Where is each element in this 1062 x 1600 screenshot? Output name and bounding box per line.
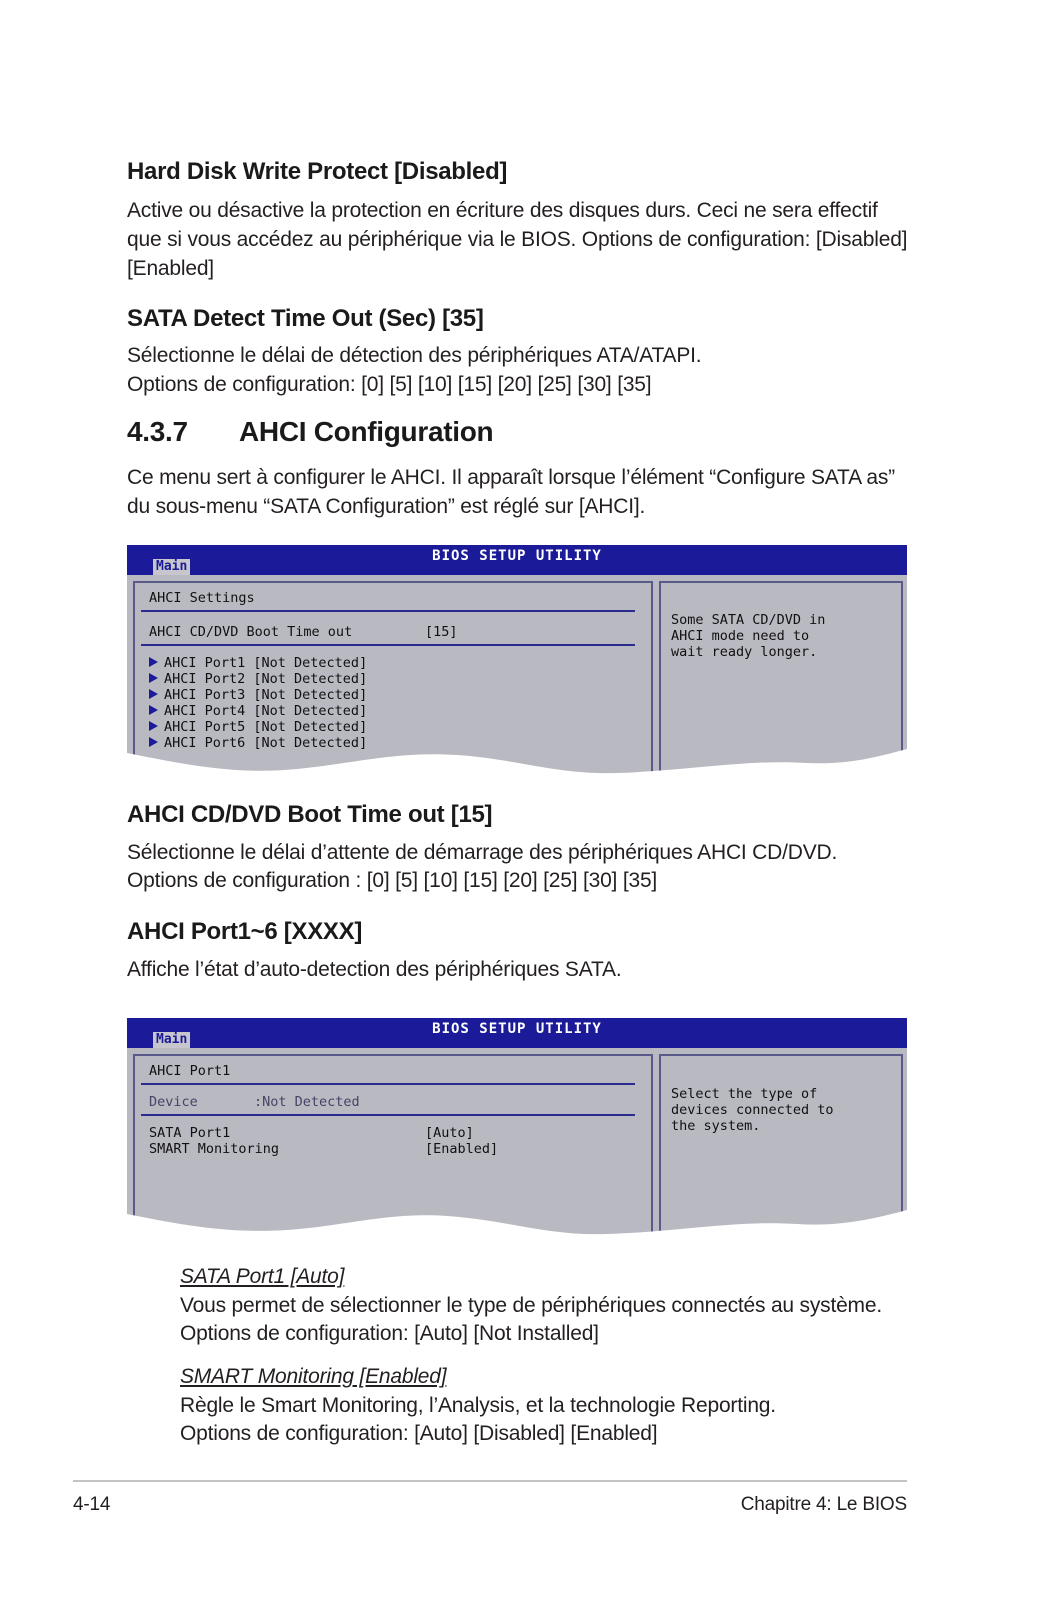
bios-row-value: [Auto] (425, 1125, 474, 1141)
bios-separator (141, 644, 635, 646)
sata-port1-line-2: Options de configuration: [Auto] [Not Installed] (180, 1322, 599, 1345)
bios-separator (141, 1083, 635, 1085)
section-title: AHCI Configuration (239, 416, 494, 447)
torn-edge (127, 1208, 907, 1248)
bios-tab-main: Main (153, 559, 190, 575)
bios-help-line: wait ready longer. (671, 644, 818, 660)
bios-port-item: AHCI Port3 [Not Detected] (149, 687, 367, 703)
bios-row-value: [Enabled] (425, 1141, 499, 1157)
ahci-port-description: Affiche l’état d’auto-detection des périphériques SATA. (127, 958, 622, 981)
sata-timeout-line-2: Options de configuration: [0] [5] [10] [15] [20] [25] [30] [35] (127, 373, 652, 396)
submenu-arrow-icon (149, 657, 158, 667)
sata-timeout-line-1: Sélectionne le délai de détection des périphériques ATA/ATAPI. (127, 344, 702, 367)
bios-title-bar (127, 545, 907, 575)
bios-tab-main: Main (153, 1032, 190, 1048)
submenu-arrow-icon (149, 705, 158, 715)
sata-port1-subheading: SATA Port1 [Auto] (180, 1265, 345, 1288)
bios-help-line: devices connected to (671, 1102, 834, 1118)
bios-port-item: AHCI Port4 [Not Detected] (149, 703, 367, 719)
bios-heading: AHCI Port1 (149, 1063, 231, 1079)
bios-separator (141, 1114, 635, 1116)
bios-port-item: AHCI Port6 [Not Detected] (149, 735, 367, 751)
torn-edge (127, 745, 907, 785)
footer-rule (73, 1480, 907, 1482)
hdwp-heading: Hard Disk Write Protect [Disabled] (127, 158, 508, 185)
section-number: 4.3.7 (127, 416, 188, 447)
page-number: 4-14 (73, 1494, 111, 1515)
bios-heading: AHCI Settings (149, 590, 255, 606)
bios-screenshot-ahci-port1 (127, 1018, 907, 1248)
sata-timeout-heading: SATA Detect Time Out (Sec) [35] (127, 305, 484, 332)
bios-row-label: SATA Port1 (149, 1125, 231, 1141)
hdwp-description: Active ou désactive la protection en écriture des disques durs. Ceci ne sera effectif que si vous accédez au périphérique via le BIOS. Options de configuration: [Disabled] [Enabled] (127, 199, 908, 280)
bios-separator (141, 610, 635, 612)
bios-help-line: Some SATA CD/DVD in (671, 612, 826, 628)
bios-help-line: AHCI mode need to (671, 628, 810, 644)
bios-screenshot-ahci-settings (127, 545, 907, 785)
chapter-label: Chapitre 4: Le BIOS (740, 1494, 907, 1515)
sata-port1-line-1: Vous permet de sélectionner le type de périphériques connectés au système. (180, 1294, 882, 1317)
bios-title: BIOS SETUP UTILITY (432, 548, 602, 564)
bios-row-label: SMART Monitoring (149, 1141, 280, 1157)
bios-item-label: AHCI CD/DVD Boot Time out (149, 624, 353, 640)
bios-port-item: AHCI Port2 [Not Detected] (149, 671, 367, 687)
ahci-config-description: Ce menu sert à configurer le AHCI. Il apparaît lorsque l’élément “Configure SATA as” du sous-menu “SATA Configuration” est réglé sur [AHCI]. (127, 466, 895, 518)
ahci-boot-line-1: Sélectionne le délai d’attente de démarrage des périphériques AHCI CD/DVD. (127, 841, 838, 864)
smart-subheading: SMART Monitoring [Enabled] (180, 1365, 447, 1388)
smart-line-2: Options de configuration: [Auto] [Disabled] [Enabled] (180, 1422, 658, 1445)
ahci-boot-line-2: Options de configuration : [0] [5] [10] [15] [20] [25] [30] [35] (127, 869, 658, 892)
submenu-arrow-icon (149, 689, 158, 699)
submenu-arrow-icon (149, 673, 158, 683)
bios-device-label: Device (149, 1094, 198, 1110)
submenu-arrow-icon (149, 721, 158, 731)
smart-line-1: Règle le Smart Monitoring, l’Analysis, et la technologie Reporting. (180, 1394, 776, 1417)
bios-help-line: Select the type of (671, 1086, 818, 1102)
ahci-boot-heading: AHCI CD/DVD Boot Time out [15] (127, 801, 493, 828)
bios-help-line: the system. (671, 1118, 761, 1134)
bios-device-value: :Not Detected (254, 1094, 360, 1110)
bios-port-item: AHCI Port1 [Not Detected] (149, 655, 367, 671)
bios-title-bar (127, 1018, 907, 1048)
ahci-port-heading: AHCI Port1~6 [XXXX] (127, 918, 363, 945)
section-heading-ahci-configuration (127, 416, 493, 448)
bios-title: BIOS SETUP UTILITY (432, 1021, 602, 1037)
bios-port-item: AHCI Port5 [Not Detected] (149, 719, 367, 735)
bios-item-value: [15] (425, 624, 458, 640)
